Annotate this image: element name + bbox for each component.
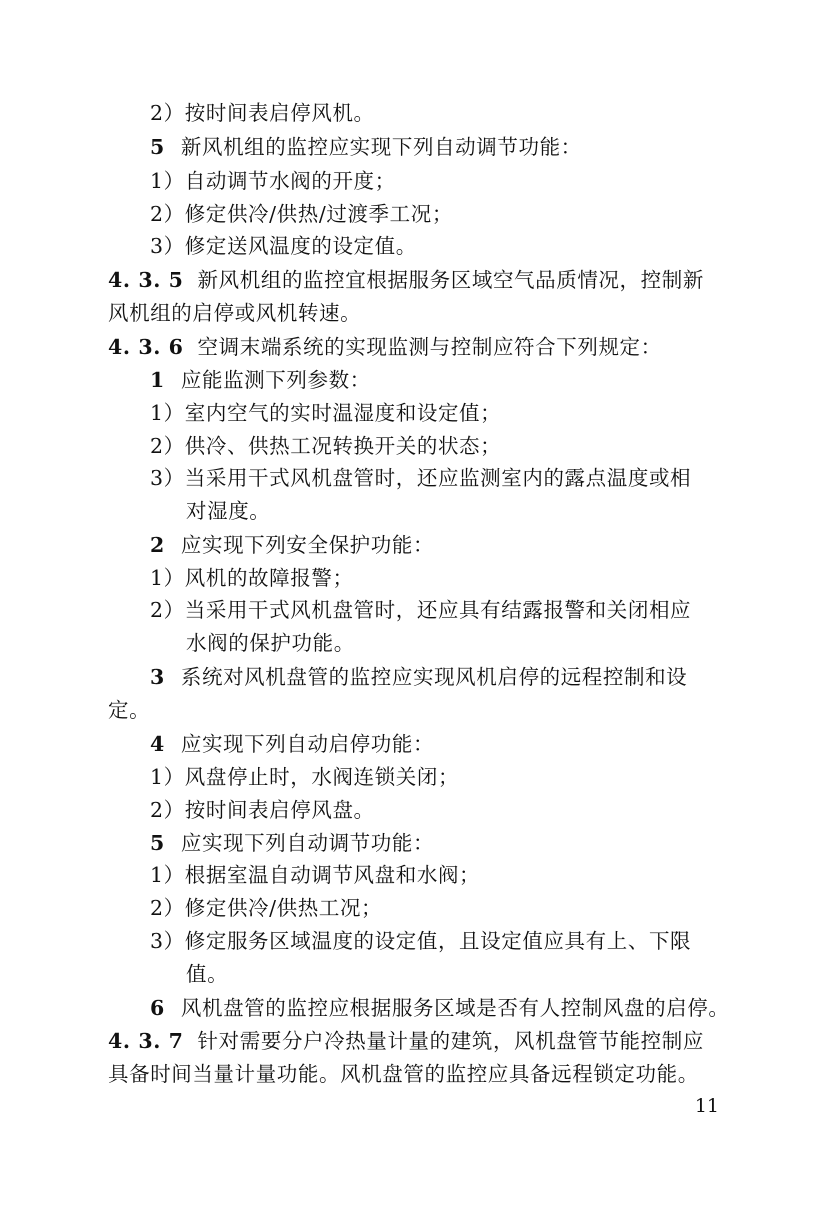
text-line: 2）按时间表启停风机。 <box>150 101 375 125</box>
item-number: 1 <box>150 368 165 392</box>
text-line: 4. 3. 6 空调末端系统的实现监测与控制应符合下列规定： <box>108 335 662 359</box>
text-line: 3）修定送风温度的设定值。 <box>150 234 417 258</box>
text-line: 2）按时间表启停风盘。 <box>150 798 375 822</box>
item-number: 4 <box>150 732 165 756</box>
item-number: 5 <box>150 831 165 855</box>
item-number: 3 <box>150 665 165 689</box>
text-line: 3）当采用干式风机盘管时，还应监测室内的露点温度或相 <box>150 466 692 490</box>
text-line: 2 应实现下列安全保护功能： <box>150 533 435 557</box>
text-line: 5 应实现下列自动调节功能： <box>150 831 435 855</box>
page-number: 11 <box>694 1095 719 1117</box>
text-line: 2）供冷、供热工况转换开关的状态； <box>150 434 502 458</box>
text-line: 3 系统对风机盘管的监控应实现风机启停的远程控制和设 <box>150 665 688 689</box>
text-line: 风机组的启停或风机转速。 <box>108 301 362 325</box>
text-line: 1）风盘停止时，水阀连锁关闭； <box>150 765 460 789</box>
text-line: 1 应能监测下列参数： <box>150 368 371 392</box>
text-line: 2）修定供冷/供热工况； <box>150 896 383 920</box>
text-line: 对湿度。 <box>186 499 271 523</box>
item-number: 6 <box>150 996 165 1020</box>
text-line: 4. 3. 7 针对需要分户冷热量计量的建筑，风机盘管节能控制应 <box>108 1029 704 1053</box>
clause-number: 4. 3. 6 <box>108 335 184 359</box>
text-line: 2）当采用干式风机盘管时，还应具有结露报警和关闭相应 <box>150 598 692 622</box>
item-number: 2 <box>150 533 165 557</box>
text-line: 1）自动调节水阀的开度； <box>150 169 396 193</box>
text-line: 1）室内空气的实时温湿度和设定值； <box>150 401 502 425</box>
text-line: 4. 3. 5 新风机组的监控宜根据服务区域空气品质情况，控制新 <box>108 268 704 292</box>
clause-number: 4. 3. 7 <box>108 1029 184 1053</box>
text-line: 1）风机的故障报警； <box>150 566 354 590</box>
text-line: 2）修定供冷/供热/过渡季工况； <box>150 202 453 226</box>
text-line: 具备时间当量计量功能。风机盘管的监控应具备远程锁定功能。 <box>108 1062 699 1086</box>
item-number: 5 <box>150 135 165 159</box>
text-line: 4 应实现下列自动启停功能： <box>150 732 435 756</box>
text-line: 定。 <box>108 698 151 722</box>
text-line: 1）根据室温自动调节风盘和水阀； <box>150 863 481 887</box>
text-line: 3）修定服务区域温度的设定值，且设定值应具有上、下限 <box>150 929 692 953</box>
clause-number: 4. 3. 5 <box>108 268 184 292</box>
text-line: 水阀的保护功能。 <box>186 631 355 655</box>
text-line: 6 风机盘管的监控应根据服务区域是否有人控制风盘的启停。 <box>150 996 730 1020</box>
text-line: 5 新风机组的监控应实现下列自动调节功能： <box>150 135 582 159</box>
text-line: 值。 <box>186 962 229 986</box>
